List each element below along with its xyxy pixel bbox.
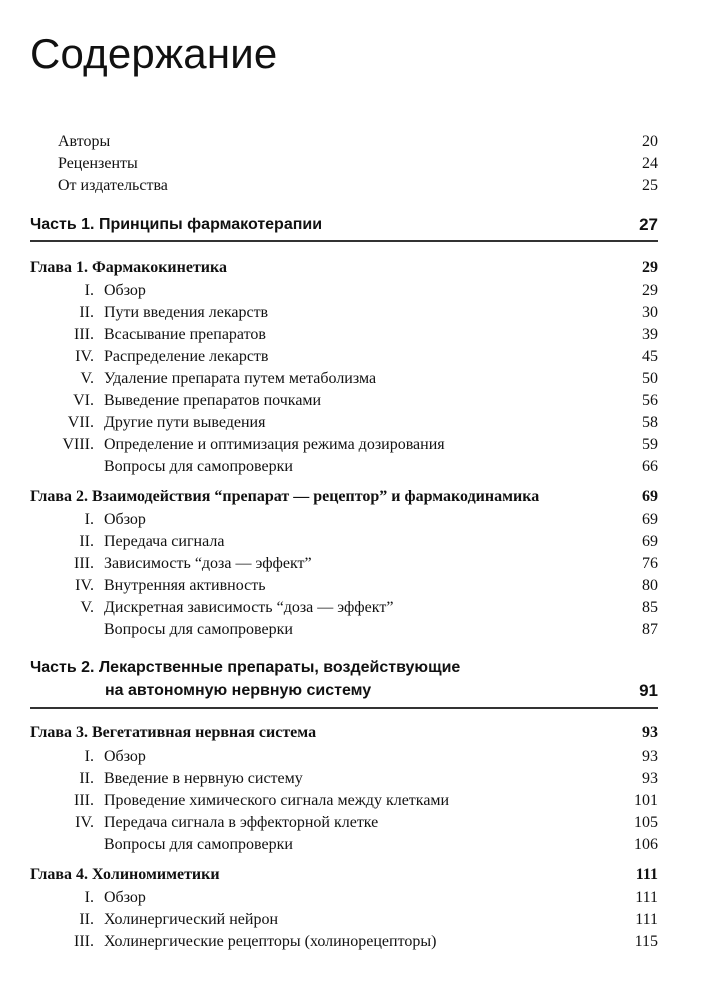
entry-number: IV. [75, 577, 94, 594]
part-heading [30, 214, 658, 236]
entry-page: 20 [642, 133, 658, 150]
toc-entry [0, 302, 701, 324]
entry-text: Всасывание препаратов [104, 326, 266, 343]
entry-text: Введение в нервную систему [104, 770, 303, 787]
part-page: 91 [639, 681, 658, 700]
entry-page: 101 [634, 792, 658, 809]
toc-entry [0, 834, 701, 856]
chapter-heading [0, 864, 701, 886]
toc-entry [0, 153, 701, 175]
toc-entry [0, 553, 701, 575]
toc-entry [0, 456, 701, 478]
entry-number: III. [74, 792, 94, 809]
entry-page: 59 [642, 436, 658, 453]
toc-entry [0, 131, 701, 153]
entry-page: 115 [634, 933, 658, 950]
entry-number: I. [84, 282, 94, 299]
entry-text: Обзор [104, 282, 146, 299]
part-title: Часть 1. Принципы фармакотерапии [30, 216, 323, 233]
entry-text: Обзор [104, 748, 146, 765]
entry-page: 29 [642, 282, 658, 299]
entry-text: От издательства [58, 177, 168, 194]
toc-entry [0, 887, 701, 909]
entry-page: 85 [642, 599, 658, 616]
entry-page: 69 [642, 533, 658, 550]
toc-entry [0, 368, 701, 390]
toc-entry [0, 597, 701, 619]
entry-text: Удаление препарата путем метаболизма [104, 370, 377, 387]
entry-text: Рецензенты [58, 155, 138, 172]
toc-entry [0, 619, 701, 641]
entry-page: 87 [642, 621, 658, 638]
entry-page: 80 [642, 577, 658, 594]
toc-entry [0, 434, 701, 456]
toc-entry [0, 280, 701, 302]
entry-page: 24 [642, 155, 658, 172]
entry-text: Обзор [104, 511, 146, 528]
entry-page: 105 [634, 814, 658, 831]
divider [30, 240, 658, 242]
entry-page: 106 [634, 836, 658, 853]
entry-text: Холинергический нейрон [104, 911, 279, 928]
entry-number: VI. [73, 392, 94, 409]
chapter-heading [0, 722, 701, 744]
entry-number: V. [80, 599, 94, 616]
toc-entry [0, 346, 701, 368]
entry-page: 76 [642, 555, 658, 572]
toc-entry [0, 531, 701, 553]
entry-text: Внутренняя активность [104, 577, 266, 594]
chapter-title: Глава 1. Фармакокинетика [30, 259, 227, 276]
entry-page: 69 [642, 511, 658, 528]
entry-number: I. [84, 889, 94, 906]
entry-page: 93 [642, 770, 658, 787]
part-heading [30, 657, 658, 703]
entry-number: VII. [67, 414, 94, 431]
entry-text: Зависимость “доза — эффект” [104, 555, 312, 572]
toc-entry [0, 509, 701, 531]
chapter-heading [0, 257, 701, 279]
entry-text: Определение и оптимизация режима дозирования [104, 436, 445, 453]
entry-number: IV. [75, 814, 94, 831]
entry-page: 50 [642, 370, 658, 387]
toc-entry [0, 909, 701, 931]
divider [30, 707, 658, 709]
entry-page: 58 [642, 414, 658, 431]
chapter-title: Глава 3. Вегетативная нервная система [30, 724, 317, 741]
entry-text: Другие пути выведения [104, 414, 266, 431]
entry-number: II. [79, 304, 94, 321]
entry-number: I. [84, 748, 94, 765]
entry-text: Передача сигнала [104, 533, 225, 550]
toc-entry [0, 390, 701, 412]
chapter-page: 29 [642, 259, 658, 276]
entry-page: 111 [635, 911, 658, 928]
entry-text: Выведение препаратов почками [104, 392, 322, 409]
entry-page: 25 [642, 177, 658, 194]
chapter-title: Глава 2. Взаимодействия “препарат — рецептор” и фармакодинамика [30, 488, 540, 505]
entry-page: 111 [635, 889, 658, 906]
chapter-page: 93 [642, 724, 658, 741]
entry-text: Вопросы для самопроверки [104, 836, 293, 853]
entry-text: Вопросы для самопроверки [104, 621, 293, 638]
chapter-title: Глава 4. Холиномиметики [30, 866, 220, 883]
toc-entry [0, 324, 701, 346]
entry-text: Авторы [58, 133, 111, 150]
entry-page: 45 [642, 348, 658, 365]
entry-text: Дискретная зависимость “доза — эффект” [104, 599, 394, 616]
toc-entry [0, 931, 701, 953]
entry-text: Передача сигнала в эффекторной клетке [104, 814, 379, 831]
entry-number: III. [74, 933, 94, 950]
entry-number: IV. [75, 348, 94, 365]
chapter-page: 111 [635, 866, 658, 883]
toc-entry [0, 768, 701, 790]
entry-text: Проведение химического сигнала между клетками [104, 792, 450, 809]
toc-entry [0, 175, 701, 197]
entry-number: II. [79, 533, 94, 550]
chapter-page: 69 [642, 488, 658, 505]
entry-page: 30 [642, 304, 658, 321]
entry-number: III. [74, 326, 94, 343]
entry-text: Холинергические рецепторы (холинорецепторы) [104, 933, 437, 950]
entry-text: Распределение лекарств [104, 348, 269, 365]
entry-page: 56 [642, 392, 658, 409]
chapter-heading [0, 486, 701, 508]
entry-page: 39 [642, 326, 658, 343]
toc-entry [0, 575, 701, 597]
entry-number: VIII. [62, 436, 94, 453]
entry-number: II. [79, 770, 94, 787]
entry-text: Вопросы для самопроверки [104, 458, 293, 475]
page-title: Содержание [30, 30, 278, 77]
toc-entry [0, 790, 701, 812]
entry-number: I. [84, 511, 94, 528]
entry-number: V. [80, 370, 94, 387]
entry-text: Пути введения лекарств [104, 304, 269, 321]
part-page: 27 [639, 215, 658, 234]
entry-number: II. [79, 911, 94, 928]
part-title-line2: на автономную нервную систему [105, 682, 372, 699]
entry-page: 66 [642, 458, 658, 475]
entry-number: III. [74, 555, 94, 572]
toc-entry [0, 412, 701, 434]
part-title-line1: Часть 2. Лекарственные препараты, воздействующие [30, 659, 461, 676]
toc-entry [0, 746, 701, 768]
toc-entry [0, 812, 701, 834]
entry-page: 93 [642, 748, 658, 765]
entry-text: Обзор [104, 889, 146, 906]
